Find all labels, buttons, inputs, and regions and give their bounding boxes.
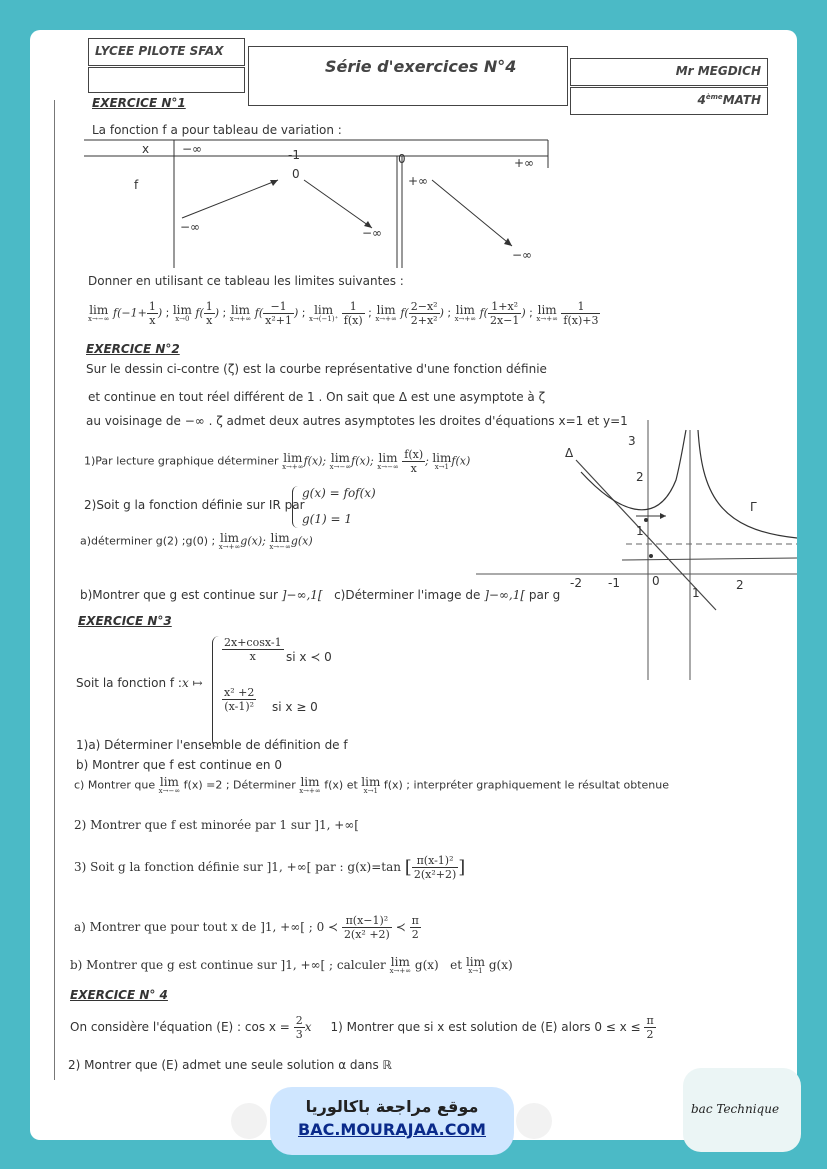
- teacher-name: Mr MEGDICH: [675, 64, 761, 78]
- table-x-label: x: [142, 142, 150, 156]
- class-label: 4èmeMATH: [697, 93, 761, 107]
- exercise-4-title: EXERCICE N° 4: [70, 988, 168, 1002]
- exercise-3-title: EXERCICE N°3: [78, 614, 172, 628]
- graph-label-gamma: Γ: [750, 500, 757, 514]
- header-teacher-box: [570, 58, 768, 86]
- series-title: Série d'exercices N°4: [325, 57, 517, 76]
- table-f-minf-left: −∞: [180, 220, 201, 234]
- header-school-box: [88, 38, 245, 66]
- exercise-2-q2: 2)Soit g la fonction définie sur IR par: [84, 498, 305, 512]
- exercise-1-question: Donner en utilisant ce tableau les limites suivantes :: [88, 274, 404, 288]
- exercise-3-qb: b) Montrer que g est continue sur ]1, +∞[ ; calculer lim x→+∞ g(x) et lim x→1 g(x): [70, 955, 513, 975]
- margin-line: [54, 100, 55, 1080]
- exercise-3-qa: a) Montrer que pour tout x de ]1, +∞[ ; 0 ≺ $\frac{\text{π(x−1)²}}{\text{2(x² +2)}}$ ≺ $\frac{\pi}{2}$: [74, 914, 419, 941]
- school-name: LYCEE PILOTE SFAX: [95, 44, 224, 58]
- header-blank-box: [88, 67, 245, 93]
- variation-table: [82, 138, 552, 270]
- exercise-3-q1c: c) Montrer que lim x→−∞ f(x) =2 ; Déterminer lim x→+∞ f(x) et lim x→1 f(x) ; interpréter graphiquement le résultat obtenue: [74, 775, 670, 795]
- exercise-4-line1: On considère l'équation (E) : cos x = $\frac{2}{3}$ x 1) Montrer que si x est solution de (E) alors 0 ≤ x ≤ $\frac{\pi}{2}$: [70, 1014, 654, 1041]
- table-f-pinf: +∞: [408, 174, 429, 188]
- exercise-2-qb: b)Montrer que g est continue sur ]−∞,1[ c)Déterminer l'image de ]−∞,1[ par g: [80, 588, 561, 602]
- graph-label-delta: Δ: [565, 446, 574, 460]
- function-graph: [476, 420, 797, 690]
- exercise-3-q1a: 1)a) Déterminer l'ensemble de définition de f: [76, 738, 348, 752]
- table-f-minf-mid: −∞: [362, 226, 383, 240]
- case1-condition: si x ≺ 0: [286, 650, 332, 664]
- exercise-2-line1: Sur le dessin ci-contre (ζ) est la courbe représentative d'une fonction définie: [86, 362, 547, 376]
- table-f-label: f: [134, 178, 139, 192]
- table-f-minf-right: −∞: [512, 248, 533, 262]
- graph-label-two: 2: [636, 470, 644, 484]
- table-x-m1: -1: [288, 148, 300, 162]
- badge-text: bac Technique: [691, 1102, 780, 1116]
- g-definition-1: g(x) = fof(x): [302, 486, 376, 500]
- exercise-2-title: EXERCICE N°2: [86, 342, 180, 356]
- exercise-3-q1b: b) Montrer que f est continue en 0: [76, 758, 282, 772]
- case1-fraction: $\frac{2x+\cos x-1}{x}$: [224, 636, 282, 663]
- maps-arrow: x ↦: [182, 676, 203, 690]
- site-banner[interactable]: [270, 1087, 514, 1155]
- exercise-2-line3: au voisinage de −∞ . ζ admet deux autres asymptotes les droites d'équations x=1 et y=1: [86, 414, 628, 428]
- exercise-2-q1: 1)Par lecture graphique déterminer lim x→+∞ f(x); lim x→−∞ f(x); lim x→−∞ $\frac{f(x)}{x}$ ; lim x→1 f(x): [84, 448, 471, 475]
- exercise-3-def-intro: Soit la fonction f :: [76, 676, 182, 690]
- graph-tick-1: 1: [692, 586, 700, 600]
- graph-tick-m2: -2: [570, 576, 582, 590]
- footer-logo-right: [516, 1103, 552, 1139]
- exercise-1-title: EXERCICE N°1: [92, 96, 186, 110]
- header-class-box: [570, 87, 768, 115]
- table-x-minf: −∞: [182, 142, 203, 156]
- bac-technique-badge: [683, 1068, 801, 1152]
- table-x-0: 0: [398, 152, 406, 166]
- f-definition-brace: [212, 636, 219, 748]
- graph-tick-m1: -1: [608, 576, 620, 590]
- exercise-1-intro: La fonction f a pour tableau de variation :: [92, 123, 342, 137]
- table-f-zero: 0: [292, 167, 300, 181]
- exercise-4-line2: 2) Montrer que (E) admet une seule solution α dans ℝ: [68, 1058, 393, 1072]
- case2-fraction: $\frac{\text{x² +2}}{\text{(x-1)²}}$: [224, 686, 255, 713]
- header-title-box: [248, 46, 568, 106]
- graph-label-three: 3: [628, 434, 636, 448]
- g-definition-brace: [292, 486, 299, 528]
- exercise-2-qa: a)déterminer g(2) ;g(0) ; lim x→+∞ g(x); lim x→−∞ g(x): [80, 531, 313, 551]
- exercise-1-limits: lim x→−∞ f(−1+ $\frac{1}{x}$ ) ; lim x→0 f( $\frac{1}{x}$ ) ; lim x→+∞ f( $\frac{-1}{\text{x²+1}}$ ) ; lim x→(−1)⁺ $\frac{1}{f(x)}$ ; lim x→+∞ f( $\frac{\text{2−x²}}{\text{2+x²}}$ ) ; lim x→+∞ f( $\frac{\text{1+x²}}{2x-1}$ ) ; lim x→+∞ $\frac{1}{f(x)+3}$: [88, 300, 599, 327]
- g-definition-2: g(1) = 1: [302, 512, 352, 526]
- case2-condition: si x ≥ 0: [272, 700, 318, 714]
- site-arabic-name: موقع مراجعة باكالوريا: [305, 1097, 479, 1116]
- site-url[interactable]: BAC.MOURAJAA.COM: [298, 1120, 486, 1139]
- graph-tick-0: 0: [652, 574, 660, 588]
- exercise-2-line2: et continue en tout réel différent de 1 . On sait que Δ est une asymptote à ζ: [88, 390, 546, 404]
- graph-label-one: 1: [636, 524, 644, 538]
- footer-logo-left: [231, 1103, 267, 1139]
- document-page: [30, 30, 797, 1140]
- graph-tick-2: 2: [736, 578, 744, 592]
- exercise-3-q2: 2) Montrer que f est minorée par 1 sur ]1, +∞[: [74, 818, 359, 832]
- exercise-3-q3: 3) Soit g la fonction définie sur ]1, +∞[ par : g(x)=tan [ $\frac{\text{π(x-1)²}}{\text{2(x²+2)}}$ ]: [74, 854, 466, 881]
- table-x-pinf: +∞: [514, 156, 535, 170]
